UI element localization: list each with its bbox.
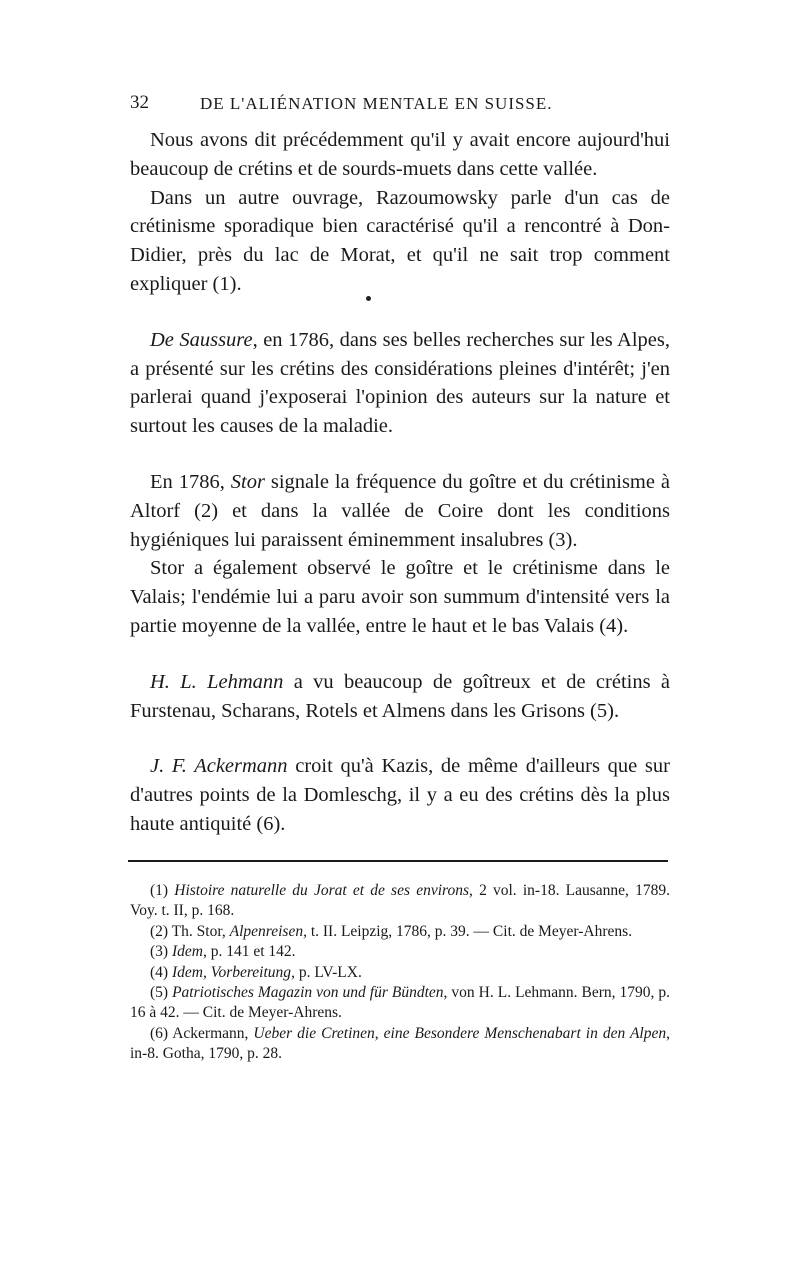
body-text: [130, 126, 670, 839]
paragraph-4: En 1786, Stor signale la fréquence du goître et du crétinisme à Altorf (2) et dans la vallée de Coire dont les conditions hygiéniques lui paraissent éminemment insalubres (3).: [130, 470, 670, 551]
footnote-2: (2) Th. Stor, Alpenreisen, t. II. Leipzig, 1786, p. 39. — Cit. de Meyer-Ahrens.: [150, 922, 633, 940]
footnote-6: (6) Ackermann, Ueber die Cretinen, eine Besondere Menschenabart in den Alpen, in-8. Gotha, 1790, p. 28.: [130, 1024, 670, 1063]
paragraph-2: Dans un autre ouvrage, Razoumowsky parle d'un cas de crétinisme sporadique bien caractérisé qu'il a rencontré à Don-Didier, près du lac de Morat, et qu'il ne sait trop comment expliquer (1).: [130, 186, 670, 295]
footnote-1: (1) Histoire naturelle du Jorat et de ses environs, 2 vol. in-18. Lausanne, 1789. Voy. t. II, p. 168.: [130, 882, 670, 920]
page-number: 32: [130, 92, 149, 113]
footnote-3: (3) Idem, p. 141 et 142.: [150, 943, 296, 961]
paragraph-1: Nous avons dit précédemment qu'il y avait encore aujourd'hui beaucoup de crétins et de sourds-muets dans cette vallée.: [130, 129, 670, 180]
paragraph-7: J. F. Ackermann croit qu'à Kazis, de même d'ailleurs que sur d'autres points de la Domleschg, il y a eu des crétins dès la plus haute antiquité (6).: [130, 755, 670, 835]
footnotes: [130, 881, 670, 1065]
footnote-5: (5) Patriotisches Magazin von und für Bündten, von H. L. Lehmann. Bern, 1790, p. 16 à 42. — Cit. de Meyer-Ahrens.: [130, 984, 671, 1022]
paragraph-6: H. L. Lehmann a vu beaucoup de goîtreux et de crétins à Furstenau, Scharans, Rotels et Almens dans les Grisons (5).: [130, 670, 670, 722]
page-header: [130, 92, 670, 122]
running-title: DE L'ALIÉNATION MENTALE EN SUISSE.: [200, 94, 553, 113]
paragraph-3: De Saussure, en 1786, dans ses belles recherches sur les Alpes, a présenté sur les crétins des considérations pleines d'intérêt; j'en parlerai quand j'exposerai l'opinion des auteurs sur la nature et surtout les causes de la maladie.: [130, 328, 670, 438]
paragraph-5: Stor a également observé le goître et le crétinisme dans le Valais; l'endémie lui a paru avoir son summum d'intensité vers la partie moyenne de la vallée, entre le haut et le bas Valais (4).: [130, 557, 670, 637]
stray-dot: [366, 296, 371, 301]
footnote-rule: [128, 860, 668, 862]
footnote-4: (4) Idem, Vorbereitung, p. LV-LX.: [150, 963, 362, 981]
